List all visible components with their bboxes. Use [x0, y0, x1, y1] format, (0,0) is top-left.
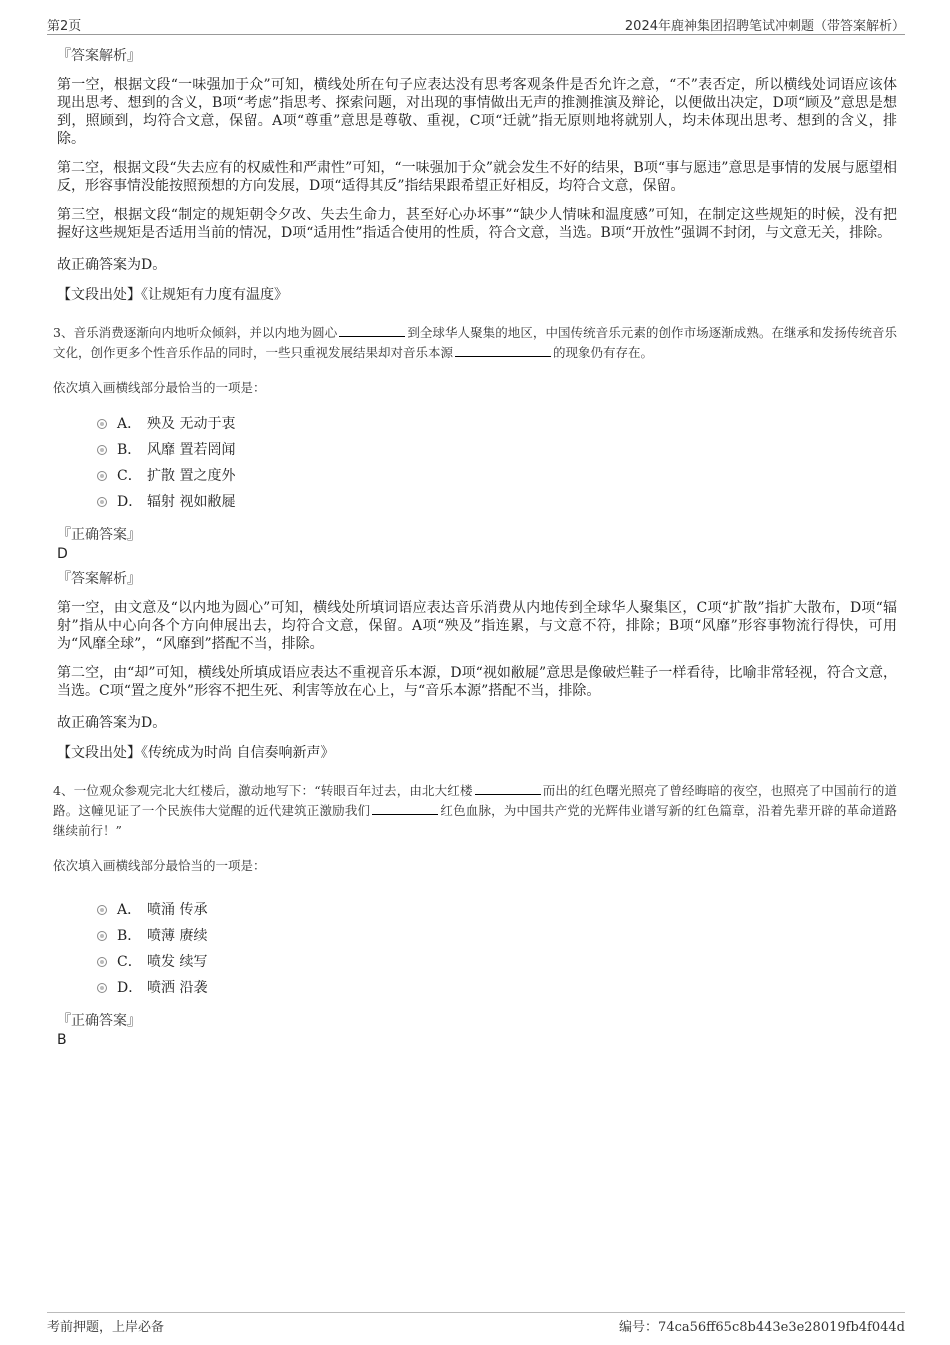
- correct-answer-label: 『正确答案』: [57, 527, 141, 543]
- radio-icon[interactable]: [97, 471, 107, 481]
- radio-icon[interactable]: [97, 983, 107, 993]
- blank-1: [339, 324, 405, 337]
- blank-2: [372, 802, 438, 815]
- option-b[interactable]: B． 风靡 置若罔闻: [97, 437, 897, 463]
- option-a[interactable]: A． 殃及 无动于衷: [97, 411, 897, 437]
- option-c[interactable]: C． 喷发 续写: [97, 949, 897, 975]
- option-a[interactable]: A． 喷涌 传承: [97, 897, 897, 923]
- option-d[interactable]: D． 辐射 视如敝屣: [97, 489, 897, 515]
- conclusion: 故正确答案为D。: [57, 257, 167, 273]
- page-content: [53, 42, 897, 1055]
- analysis-paragraph: 第二空，根据文段“失去应有的权威性和严肃性”可知，“一味强加于众”就会发生不好的结果，B项“事与愿违”意思是事情的发展与愿望相反，形容事情没能按照预想的方向发展，D项“适得其反”指结果跟希望正好相反，均符合文意，保留。: [57, 160, 897, 194]
- footer-slogan: 考前押题，上岸必备: [47, 1320, 165, 1335]
- radio-icon[interactable]: [97, 931, 107, 941]
- source-citation: 【文段出处】《传统成为时尚 自信奏响新声》: [57, 745, 335, 761]
- document-title: 2024年鹿神集团招聘笔试冲刺题（带答案解析）: [624, 19, 905, 34]
- radio-icon[interactable]: [97, 445, 107, 455]
- radio-icon[interactable]: [97, 957, 107, 967]
- radio-icon[interactable]: [97, 497, 107, 507]
- page-header: [47, 12, 905, 35]
- correct-answer: B: [57, 1032, 67, 1048]
- option-b[interactable]: B． 喷薄 赓续: [97, 923, 897, 949]
- analysis-label: 『答案解析』: [57, 48, 141, 64]
- question-4-text: 4、一位观众参观完北大红楼后，激动地写下：“转眼百年过去，由北大红楼 而出的红色曙光照亮了曾经晦暗的夜空，也照亮了中国前行的道路。这幢见证了一个民族伟大觉醒的近代建筑正激励我们 红色血脉，为中国共产党的光辉伟业谱写新的红色篇章，沿着先辈开辟的革命道路继续前行！”: [53, 783, 897, 838]
- analysis-paragraph: 第一空，根据文段“一味强加于众”可知，横线处所在句子应表达没有思考客观条件是否允许之意，“不”表否定，所以横线处词语应该体现出思考、想到的含义，B项“考虑”指思考、探索问题，对出现的事情做出无声的推测推演及辩论，以便做出决定，D项“顾及”意思是想到，照顾到，均符合文意，保留。A项“尊重”意思是尊敬、重视，C项“迁就”指无原则地将就别人，均未体现出思考、想到的含义，排除。: [57, 77, 897, 147]
- page-footer: [47, 1312, 905, 1337]
- analysis-paragraph: 第一空，由文意及“以内地为圆心”可知，横线处所填词语应表达音乐消费从内地传到全球华人聚集区，C项“扩散”指扩大散布，D项“辐射”指从中心向各个方向伸展出去，均符合文意，保留。A项“殃及”指连累，与文意不符，排除；B项“风靡”形容事物流行得快，可用为“风靡全球”，“风靡到”搭配不当，排除。: [57, 600, 897, 652]
- conclusion: 故正确答案为D。: [57, 715, 167, 731]
- question-3-text: 3、音乐消费逐渐向内地听众倾斜，并以内地为圆心 到全球华人聚集的地区，中国传统音乐元素的创作市场逐渐成熟。在继承和发扬传统音乐文化，创作更多个性音乐作品的同时，一些只重视发展结果却对音乐本源 的现象仍有存在。: [53, 325, 897, 360]
- correct-answer-label: 『正确答案』: [57, 1013, 141, 1029]
- page-number: 第2页: [47, 19, 82, 34]
- question-4-instruction: 依次填入画横线部分最恰当的一项是：: [53, 858, 266, 873]
- analysis-label: 『答案解析』: [57, 571, 141, 587]
- blank-2: [455, 344, 551, 357]
- analysis-paragraph: 第三空，根据文段“制定的规矩朝令夕改、失去生命力，甚至好心办坏事”“缺少人情味和温度感”可知，在制定这些规矩的时候，没有把握好这些规矩是否适用当前的情况，D项“适用性”指适合使用的性质，符合文意，当选。B项“开放性”强调不封闭，与文意无关，排除。: [57, 207, 897, 241]
- source-citation: 【文段出处】《让规矩有力度有温度》: [57, 287, 288, 303]
- blank-1: [475, 782, 541, 795]
- option-c[interactable]: C． 扩散 置之度外: [97, 463, 897, 489]
- correct-answer: D: [57, 546, 68, 562]
- radio-icon[interactable]: [97, 419, 107, 429]
- question-3-instruction: 依次填入画横线部分最恰当的一项是：: [53, 380, 266, 395]
- radio-icon[interactable]: [97, 905, 107, 915]
- document-id: 编号：74ca56ff65c8b443e3e28019fb4f044d: [619, 1320, 905, 1335]
- analysis-paragraph: 第二空，由“却”可知，横线处所填成语应表达不重视音乐本源，D项“视如敝屣”意思是像破烂鞋子一样看待，比喻非常轻视，符合文意，当选。C项“置之度外”形容不把生死、利害等放在心上，与“音乐本源”搭配不当，排除。: [57, 665, 897, 699]
- question-3-options: [97, 411, 897, 515]
- option-d[interactable]: D． 喷洒 沿袭: [97, 975, 897, 1001]
- question-4-options: [97, 897, 897, 1001]
